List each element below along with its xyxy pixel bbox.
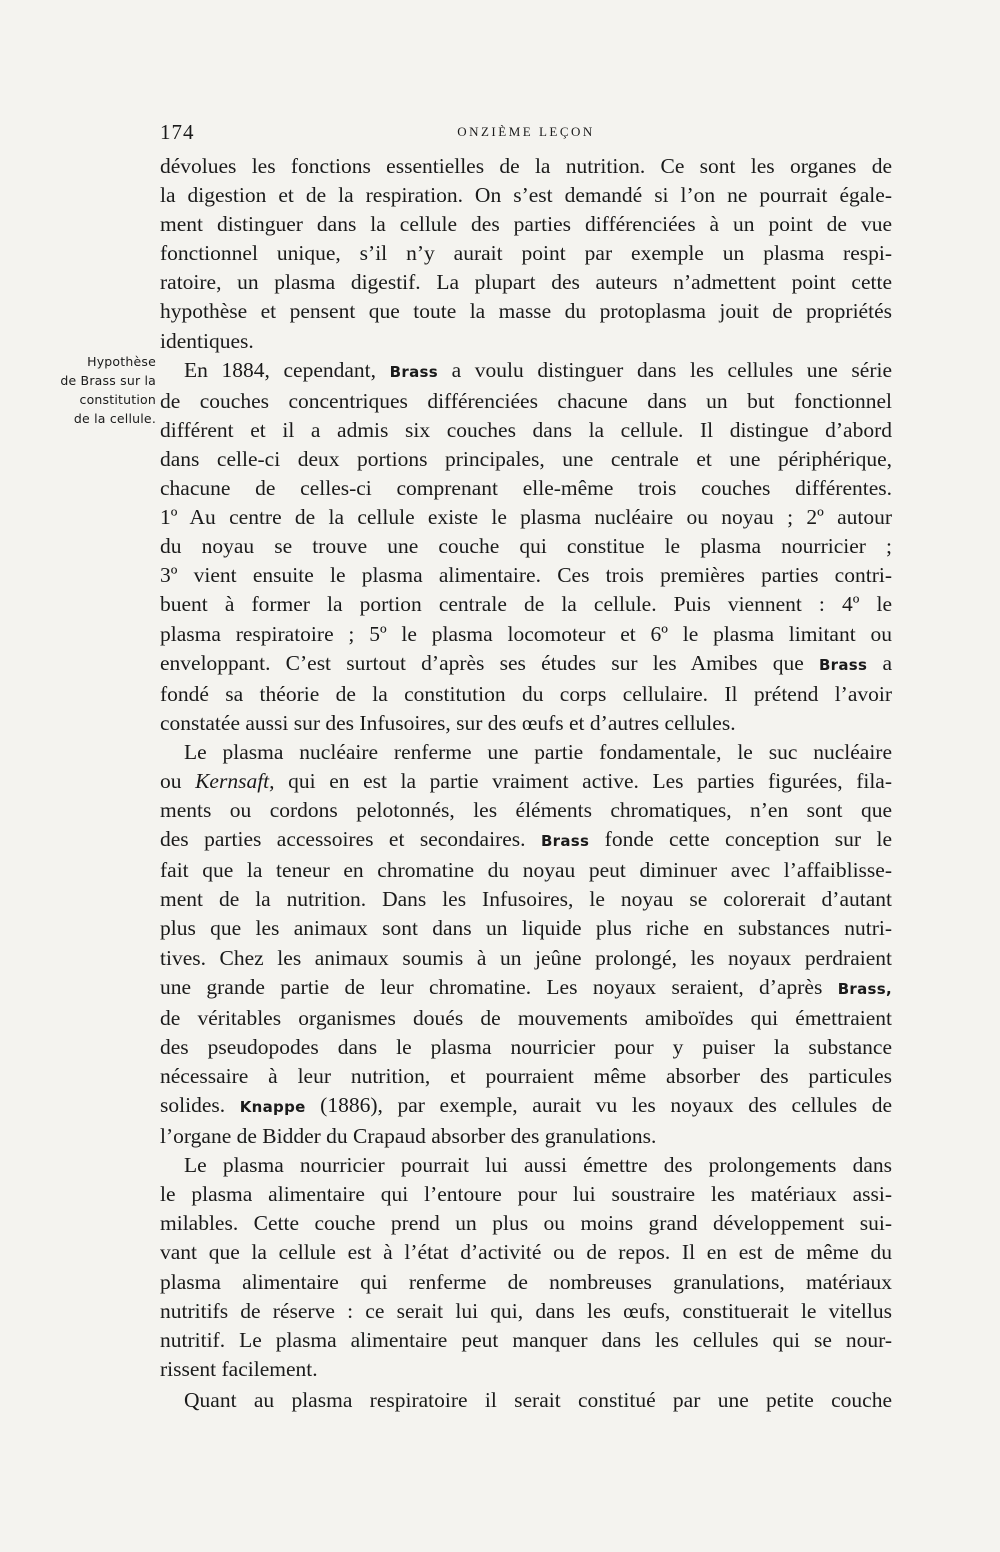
italic-term: Kernsaft, <box>195 768 275 793</box>
text-line: vant que la cellule est à l’état d’activité ou de repos. Il en est de même du <box>160 1240 892 1265</box>
text-line: 1º Au centre de la cellule existe le plasma nucléaire ou noyau ; 2º autour <box>160 505 892 530</box>
page-header <box>160 120 892 150</box>
text-run: a voulu distinguer dans les cellules une série <box>451 357 893 382</box>
author-name: Brass <box>540 832 590 851</box>
text-line: milables. Cette couche prend un plus ou moins grand développement sui- <box>160 1211 892 1236</box>
text-line: 3º vient ensuite le plasma alimentaire. Ces trois premières parties contri- <box>160 563 892 588</box>
text-line <box>160 767 892 796</box>
text-line: Quant au plasma respiratoire il serait constitué par une petite couche <box>184 1387 892 1412</box>
text-line: tives. Chez les animaux soumis à un jeûne prolongé, les noyaux perdraient <box>160 945 892 970</box>
margin-note-line: constitution <box>79 392 156 407</box>
text-line: fonctionnel unique, s’il n’y aurait point par exemple un plasma respi- <box>160 241 892 266</box>
text-line: rissent facilement. <box>160 1356 318 1381</box>
text-line: nutritif. Le plasma alimentaire peut manquer dans les cellules qui se nour- <box>160 1327 892 1352</box>
text-line: des pseudopodes dans le plasma nourricier pour y puiser la substance <box>160 1034 892 1059</box>
text-line: de véritables organismes doués de mouvements amiboïdes qui émettraient <box>160 1005 892 1030</box>
text-line: le plasma alimentaire qui l’entoure pour lui soustraire les matériaux assi- <box>160 1182 892 1207</box>
text-run: qui en est la partie vraiment active. Les parties figurées, fila- <box>288 768 893 793</box>
text-line: Le plasma nucléaire renferme une partie fondamentale, le suc nucléaire <box>184 739 892 764</box>
text-line: constatée aussi sur des Infusoires, sur des œufs et d’autres cellules. <box>160 710 736 735</box>
text-line: plus que les animaux sont dans un liquide plus riche en substances nutri- <box>160 916 892 941</box>
author-name: Brass <box>389 362 438 381</box>
text-line <box>160 1091 892 1122</box>
text-run: ou <box>160 768 182 793</box>
text-line <box>160 973 892 1004</box>
text-run: fonde cette conception sur le <box>604 827 892 852</box>
margin-note-line: Hypothèse <box>87 354 156 369</box>
text-line: chacune de celles-ci comprenant elle-même trois couches différentes. <box>160 476 892 501</box>
text-line: nutritifs de réserve : ce serait lui qui, dans les œufs, constituerait le vitellus <box>160 1298 892 1323</box>
text-line: buent à former la portion centrale de la cellule. Puis viennent : 4º le <box>160 592 892 617</box>
text-line: l’organe de Bidder du Crapaud absorber des granulations. <box>160 1124 657 1149</box>
text-line: différent et il a admis six couches dans la cellule. Il distingue d’abord <box>160 417 892 442</box>
author-name: Brass <box>818 655 868 674</box>
text-run: enveloppant. C’est surtout d’après ses études sur les Amibes que <box>160 650 804 675</box>
text-line: Le plasma nourricier pourrait lui aussi émettre des prolongements dans <box>184 1153 892 1178</box>
text-line: plasma respiratoire ; 5º le plasma locomoteur et 6º le plasma limitant ou <box>160 621 892 646</box>
body-text <box>160 152 892 1415</box>
text-line: fondé sa théorie de la constitution du corps cellulaire. Il prétend l’avoir <box>160 681 892 706</box>
text-line: hypothèse et pensent que toute la masse du protoplasma jouit de propriétés <box>160 299 892 324</box>
margin-note-line: de Brass sur la <box>60 373 156 388</box>
author-name: Brass, <box>837 979 892 998</box>
text-line: nécessaire à leur nutrition, et pourraient même absorber des particules <box>160 1063 892 1088</box>
text-run: des parties accessoires et secondaires. <box>160 827 526 852</box>
text-run: une grande partie de leur chromatine. Les noyaux seraient, d’après <box>160 974 823 999</box>
text-line: de couches concentriques différenciées chacune dans un but fonctionnel <box>160 388 892 413</box>
text-line: dans celle-ci deux portions principales, une centrale et une périphérique, <box>160 446 892 471</box>
text-line: ment distinguer dans la cellule des parties différenciées à un point de vue <box>160 212 892 237</box>
text-run: solides. <box>160 1093 226 1117</box>
running-head: ONZIÈME LEÇON <box>457 124 595 139</box>
margin-note-line: de la cellule. <box>73 411 156 426</box>
text-line: plasma alimentaire qui renferme de nombreuses granulations, matériaux <box>160 1269 892 1294</box>
text-line: fait que la teneur en chromatine du noyau peut diminuer avec l’affaiblisse- <box>160 858 892 883</box>
author-name: Knappe <box>239 1098 306 1116</box>
text-line: du noyau se trouve une couche qui constitue le plasma nourricier ; <box>160 534 892 559</box>
text-line: la digestion et de la respiration. On s’est demandé si l’on ne pourrait égale- <box>160 183 892 208</box>
margin-note <box>48 352 156 428</box>
text-line <box>160 649 892 680</box>
text-line: dévolues les fonctions essentielles de la nutrition. Ce sont les organes de <box>160 154 892 178</box>
text-line: ments ou cordons pelotonnés, les éléments chromatiques, n’en sont que <box>160 798 892 823</box>
text-run: En 1884, cependant, <box>184 357 377 382</box>
text-line <box>160 356 892 387</box>
text-line: ment de la nutrition. Dans les Infusoires, le noyau se colorerait d’autant <box>160 887 892 912</box>
page-number: 174 <box>160 120 195 144</box>
text-run: a <box>882 650 892 675</box>
text-line: ratoire, un plasma digestif. La plupart des auteurs n’admettent point cette <box>160 270 892 295</box>
text-line: identiques. <box>160 328 254 353</box>
text-run: (1886), par exemple, aurait vu les noyaux des cellules de <box>320 1093 893 1117</box>
text-line <box>160 825 892 856</box>
